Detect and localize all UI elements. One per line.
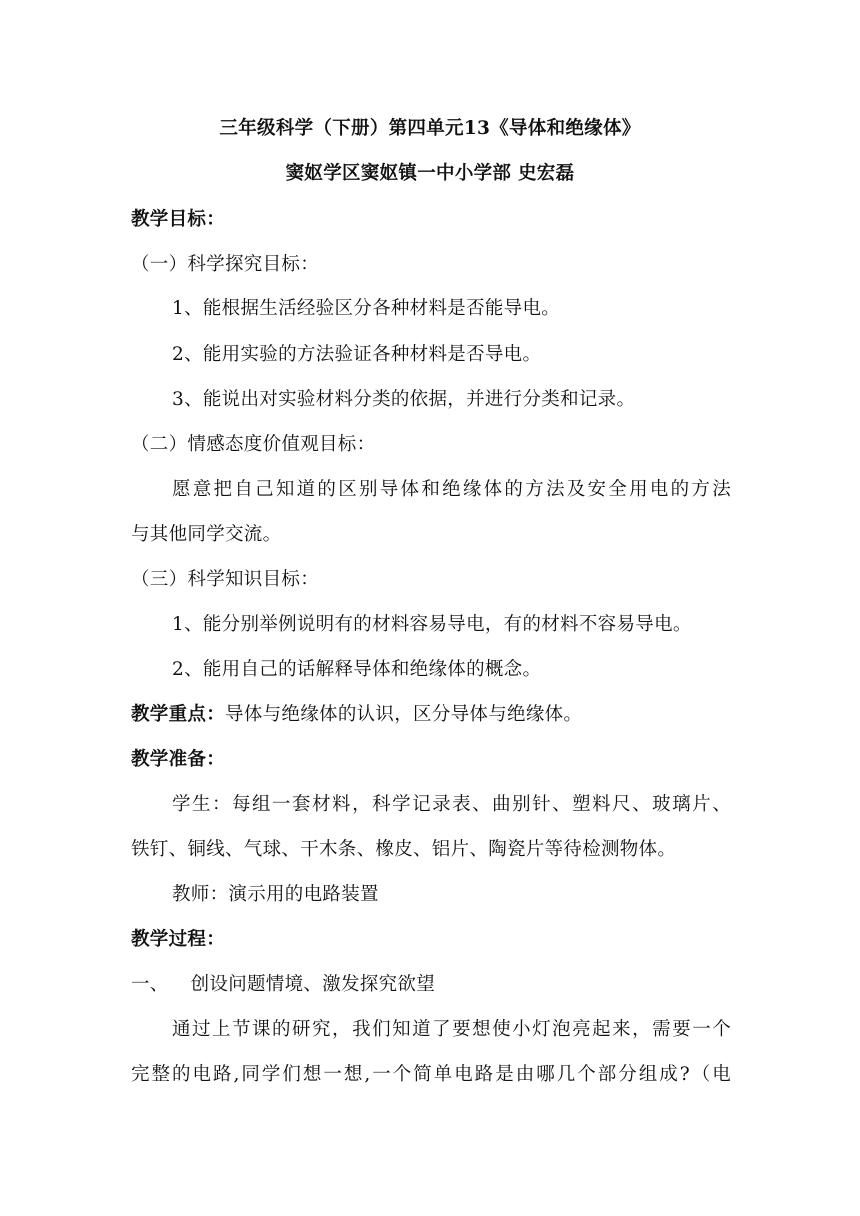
doc-author: 窦妪学区窦妪镇一中小学部 史宏磊	[285, 163, 575, 184]
list-item: 3、能说出对实验材料分类的依据，并进行分类和记录。	[172, 389, 636, 410]
paragraph-line: 教师：演示用的电路装置	[172, 884, 379, 905]
step-number: 一、	[131, 974, 169, 995]
subsection-heading: （二）情感态度价值观目标：	[131, 434, 376, 455]
subsection-heading: （三）科学知识目标：	[131, 569, 320, 590]
step-title: 创设问题情境、激发探究欲望	[190, 974, 436, 995]
paragraph-line: 学生：每组一套材料，科学记录表、曲别针、塑料尺、玻璃片、	[172, 794, 731, 815]
paragraph-line: 铁钉、铜线、气球、干木条、橡皮、铝片、陶瓷片等待检测物体。	[131, 839, 677, 860]
list-item: 1、能根据生活经验区分各种材料是否能导电。	[172, 298, 561, 319]
section-heading: 教学准备：	[131, 749, 226, 770]
key-points	[131, 702, 731, 728]
key-points-label: 教学重点：	[131, 704, 226, 725]
key-points-text: 导体与绝缘体的认识，区分导体与绝缘体。	[225, 704, 583, 725]
paragraph-line: 愿意把自己知道的区别导体和绝缘体的方法及安全用电的方法	[172, 479, 731, 500]
list-item: 2、能用实验的方法验证各种材料是否导电。	[172, 344, 542, 365]
process-step-heading	[131, 972, 731, 998]
paragraph-line: 完整的电路,同学们想一想,一个简单电路是由哪几个部分组成?（电	[131, 1064, 731, 1085]
doc-title: 三年级科学（下册）第四单元13《导体和绝缘体》	[219, 118, 641, 139]
list-item: 1、能分别举例说明有的材料容易导电，有的材料不容易导电。	[172, 614, 692, 635]
section-heading: 教学过程：	[131, 929, 226, 950]
section-heading: 教学目标：	[131, 209, 226, 230]
subsection-heading: （一）科学探究目标：	[131, 254, 320, 275]
paragraph-line: 与其他同学交流。	[131, 524, 282, 545]
list-item: 2、能用自己的话解释导体和绝缘体的概念。	[172, 659, 542, 680]
paragraph-line: 通过上节课的研究，我们知道了要想使小灯泡亮起来，需要一个	[172, 1019, 731, 1040]
